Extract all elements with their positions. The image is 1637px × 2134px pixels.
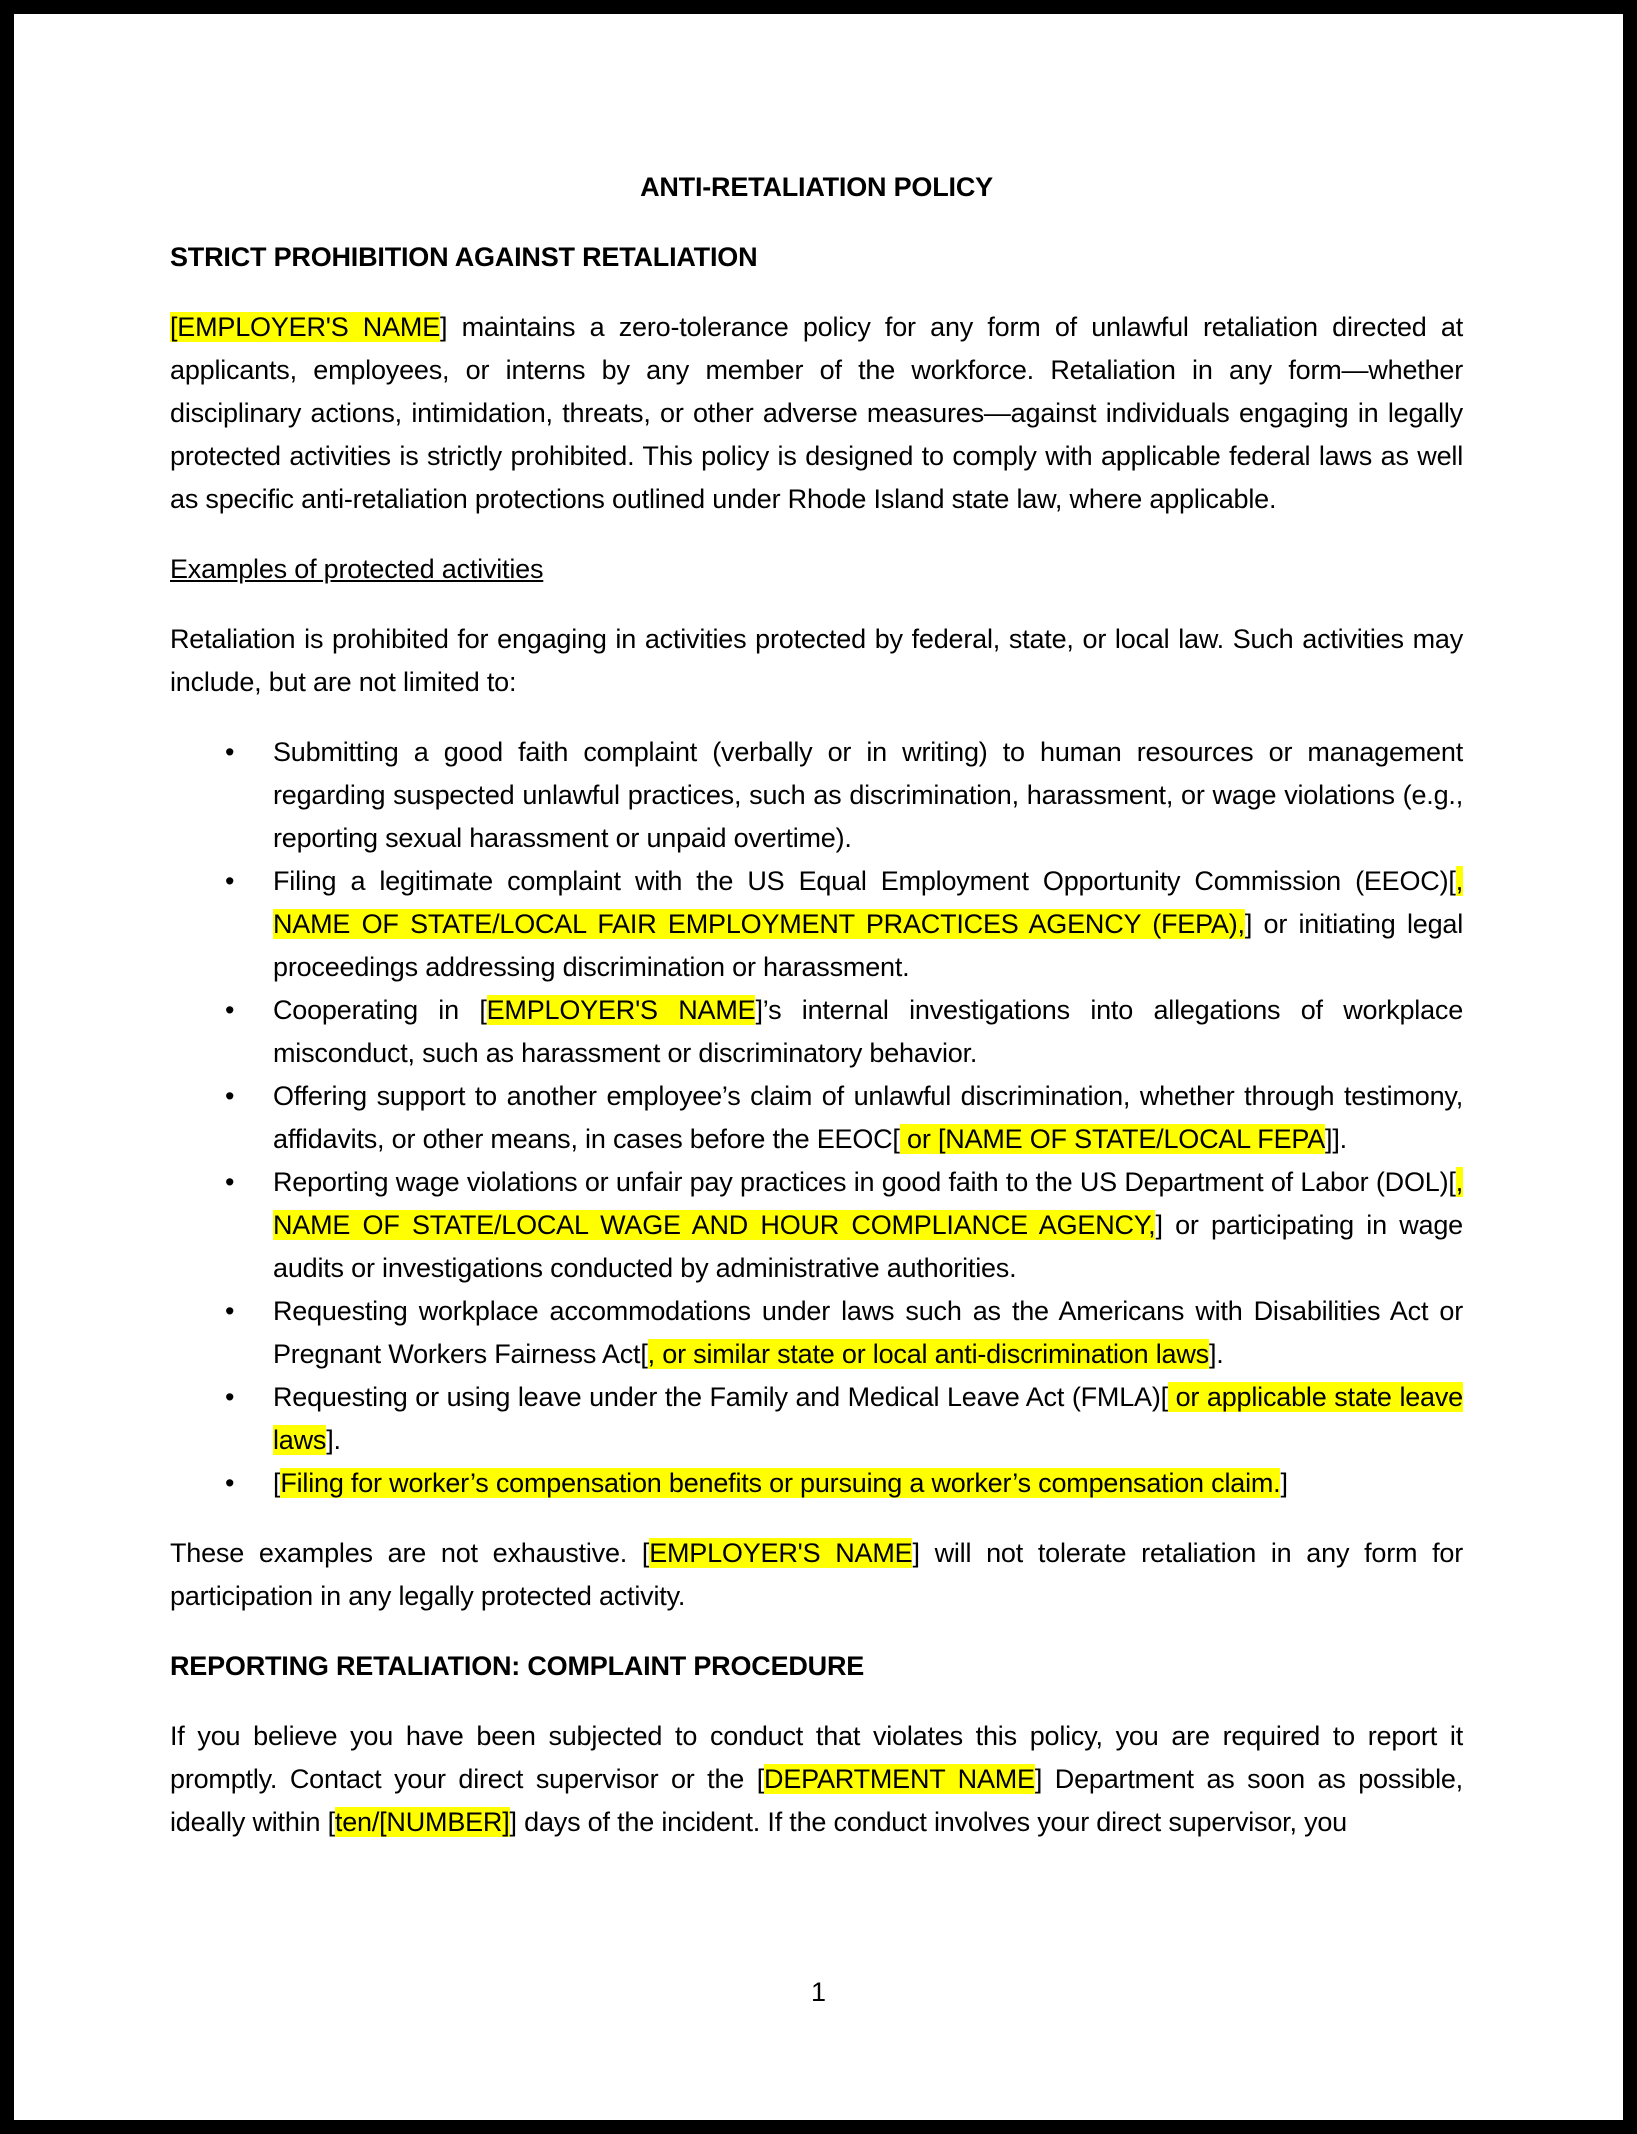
text-run: [ <box>273 1468 281 1498</box>
block-heading <box>170 236 1463 279</box>
page-title: ANTI-RETALIATION POLICY <box>640 172 993 202</box>
document-blocks <box>170 236 1463 1844</box>
bullet-item <box>170 1290 1463 1376</box>
bullet-icon: • <box>225 1296 235 1326</box>
highlighted-placeholder: or [NAME OF STATE/LOCAL FEPA <box>899 1124 1326 1154</box>
text-run: Examples of protected activities <box>170 554 544 584</box>
text-run: ]]. <box>1325 1124 1347 1154</box>
block-paragraph <box>170 1532 1463 1618</box>
text-run: ]. <box>1208 1339 1224 1369</box>
bullet-icon: • <box>225 1167 235 1197</box>
bullet-item <box>170 731 1463 860</box>
text-run: ] or initiating legal proceedings addressing discrimination or harassment. <box>273 909 1463 982</box>
text-run: Submitting a good faith complaint (verbally or in writing) to human resources or management regarding suspected unlawful practices, such as discrimination, harassment, or wage violations (e.g., reporting sexual harassment or unpaid overtime). <box>273 737 1463 853</box>
highlighted-placeholder: Filing for worker’s compensation benefits or pursuing a worker’s compensation claim. <box>280 1468 1281 1498</box>
highlighted-placeholder: , or similar state or local anti-discrimination laws <box>647 1339 1209 1369</box>
bullet-item <box>170 1376 1463 1462</box>
text-run: Requesting or using leave under the Family and Medical Leave Act (FMLA)[ <box>273 1382 1168 1412</box>
block-paragraph <box>170 1715 1463 1844</box>
bullet-item <box>170 1462 1463 1505</box>
text-run: REPORTING RETALIATION: COMPLAINT PROCEDURE <box>170 1651 865 1681</box>
highlighted-placeholder: or applicable state leave laws <box>273 1382 1463 1455</box>
highlighted-placeholder: , NAME OF STATE/LOCAL FAIR EMPLOYMENT PRACTICES AGENCY (FEPA), <box>273 866 1463 939</box>
highlighted-placeholder: [EMPLOYER'S NAME <box>170 312 441 342</box>
text-run: ]’s internal investigations into allegations of workplace misconduct, such as harassment or discriminatory behavior. <box>273 995 1464 1068</box>
bullet-list <box>170 731 1463 1505</box>
text-run: Cooperating in [ <box>273 995 487 1025</box>
bullet-item <box>170 1161 1463 1290</box>
bullet-icon: • <box>225 995 235 1025</box>
text-run: ] Department as soon as possible, ideally within [ <box>170 1764 1463 1837</box>
text-run: ] or participating in wage audits or investigations conducted by administrative authorities. <box>273 1210 1463 1283</box>
bullet-item <box>170 1075 1463 1161</box>
highlighted-placeholder: EMPLOYER'S NAME <box>649 1538 913 1568</box>
block-heading <box>170 1645 1463 1688</box>
text-run: Filing a legitimate complaint with the US Equal Employment Opportunity Commission (EEOC)[ <box>273 866 1456 896</box>
text-run: Retaliation is prohibited for engaging in activities protected by federal, state, or local law. Such activities may include, but are not limited to: <box>170 624 1463 697</box>
text-run: ] days of the incident. If the conduct involves your direct supervisor, you <box>509 1807 1347 1837</box>
page-number: 1 <box>810 1977 827 2007</box>
block-paragraph <box>170 618 1463 704</box>
text-run: Offering support to another employee’s claim of unlawful discrimination, whether through testimony, affidavits, or other means, in cases before the EEOC[ <box>273 1081 1463 1154</box>
document-content <box>14 14 1623 1844</box>
highlighted-placeholder: , NAME OF STATE/LOCAL WAGE AND HOUR COMPLIANCE AGENCY, <box>273 1167 1463 1240</box>
text-run: Reporting wage violations or unfair pay practices in good faith to the US Department of Labor (DOL)[ <box>273 1167 1456 1197</box>
bullet-icon: • <box>225 1468 235 1498</box>
bullet-icon: • <box>225 1382 235 1412</box>
text-run: ] maintains a zero-tolerance policy for any form of unlawful retaliation directed at applicants, employees, or interns by any member of the workforce. Retaliation in any form—whether disciplinary actions, intimidation, threats, or other adverse measures—against individuals engaging in legally protected activities is strictly prohibited. This policy is designed to comply with applicable federal laws as well as specific anti-retaliation protections outlined under Rhode Island state law, where applicable. <box>170 312 1463 514</box>
text-run: If you believe you have been subjected to conduct that violates this policy, you are required to report it promptly. Contact your direct supervisor or the [ <box>170 1721 1463 1794</box>
text-run: ] will not tolerate retaliation in any form for participation in any legally protected activity. <box>170 1538 1464 1611</box>
block-subheading <box>170 548 1463 591</box>
bullet-icon: • <box>225 737 235 767</box>
text-run: ] <box>1280 1468 1288 1498</box>
highlighted-placeholder: EMPLOYER'S NAME <box>486 995 756 1025</box>
text-run: Requesting workplace accommodations under laws such as the Americans with Disabilities Act or Pregnant Workers Fairness Act[ <box>273 1296 1463 1369</box>
bullet-icon: • <box>225 1081 235 1111</box>
text-run: STRICT PROHIBITION AGAINST RETALIATION <box>170 242 758 272</box>
highlighted-placeholder: ten/[NUMBER] <box>334 1807 510 1837</box>
bullet-item <box>170 989 1463 1075</box>
text-run: ]. <box>326 1425 341 1455</box>
block-paragraph <box>170 306 1463 521</box>
bullet-icon: • <box>225 866 235 896</box>
text-run: These examples are not exhaustive. [ <box>170 1538 650 1568</box>
bullet-item <box>170 860 1463 989</box>
highlighted-placeholder: DEPARTMENT NAME <box>764 1764 1035 1794</box>
